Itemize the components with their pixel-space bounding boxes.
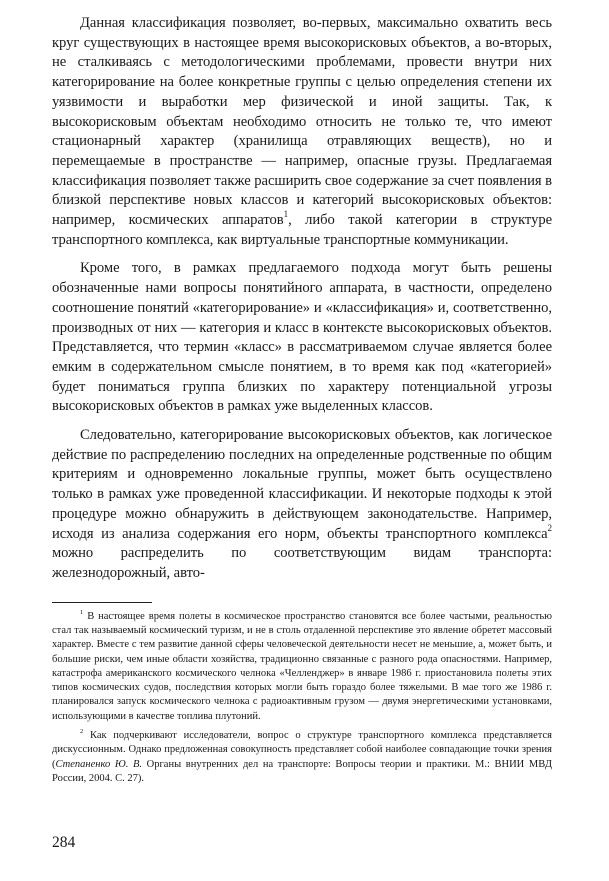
footnote-2-author: Степаненко Ю. В. (55, 758, 143, 770)
footnote-1 (52, 610, 552, 724)
footnote-1-text: В настоящее время полеты в космическое пространство становятся все более частыми, реальностью стал так называемый космический туризм, и не в столь отдаленной перспективе это явление обретет массовый характер. Вместе с тем развитие данной сферы человеческой деятельности несет не меньшие, а, может быть, и большие риски, чем иные области хозяйства, традиционно связанные с разного рода опасностями. Например, катастрофа американского космического челнока «Челленджер» в январе 1986 г. приостановила полеты этих типов космических судов, последствия которых могли быть гораздо более тяжелыми. В мае того же 1986 г. планировался запуск космического челнока с радиоактивным грузом — двумя энергетическими установками, использующими в качестве топлива плутоний. (52, 610, 552, 722)
paragraph-3-text-b: можно распределить по соответствующим видам транспорта: железнодорожный, авто- (52, 545, 552, 581)
paragraph-1 (52, 14, 552, 250)
footnote-2 (52, 729, 552, 786)
paragraph-3 (52, 426, 552, 584)
footnote-2-text-a: Как подчеркивают исследователи, вопрос о структуре транспортного комплекса представляется дискуссионным. Однако предложенная совокупность представляет собой наиболее совпадающие точки зрения ( (52, 730, 552, 770)
footnote-2-text-b: Органы внутренних дел на транспорте: Вопросы теории и практики. М.: ВНИИ МВД России, 2004. С. 27). (52, 758, 552, 784)
paragraph-3-text-a: Следовательно, категорирование высокорисковых объектов, как логическое действие по распределению последних на определенные родственные по общим критериям и одновременно локальные группы, может быть осуществлено только в рамках уже проведенной классификации. И некоторые подходы к этой процедуре можно обнаружить в действующем законодательстве. Например, исходя из анализа содержания его норм, объекты транспортного комплекса (52, 427, 552, 542)
paragraph-1-text-a: Данная классификация позволяет, во-первых, максимально охватить весь круг существующих в настоящее время высокорисковых объектов, а во-вторых, не сталкиваясь с методологическими проблемами, провести внутри них категорирование на более конкретные группы с целью определения степени их уязвимости и выработки мер физической и иной защиты. Так, к высокорисковым объектам необходимо относить не только те, что имеют стационарный характер (хранилища отравляющих веществ), но и перемещаемые в пространстве — например, опасные грузы. Предлагаемая классификация позволяет также расширить свое содержание за счет появления в близкой перспективе новых классов и категорий высокорисковых объектов: например, космических аппаратов (52, 15, 552, 229)
paragraph-1-text-b: , либо такой категории в структуре транспортного комплекса, как виртуальные транспортные коммуникации. (52, 212, 552, 248)
paragraph-2: Кроме того, в рамках предлагаемого подхода могут быть решены обозначенные нами вопросы понятийного аппарата, в частности, определено соотношение понятий «категорирование» и «классификация» и, соответственно, производных от них — категория и класс в контексте высокорисковых объектов. Представляется, что термин «класс» в рассматриваемом случае является более емким в содержательном смысле понятием, в то время как под «категорией» будет пониматься группа близких по характеру потенциальной угрозы высокорисковых объектов в рамках уже выделенных классов. (52, 260, 552, 415)
footnote-ref-2[interactable]: 2 (547, 522, 552, 533)
footnote-divider (52, 602, 152, 603)
footnote-2-mark: 2 (80, 727, 84, 735)
document-page (52, 14, 552, 869)
page-number: 284 (52, 834, 76, 851)
footnote-ref-1[interactable]: 1 (283, 209, 289, 220)
footnote-1-mark: 1 (80, 608, 84, 616)
